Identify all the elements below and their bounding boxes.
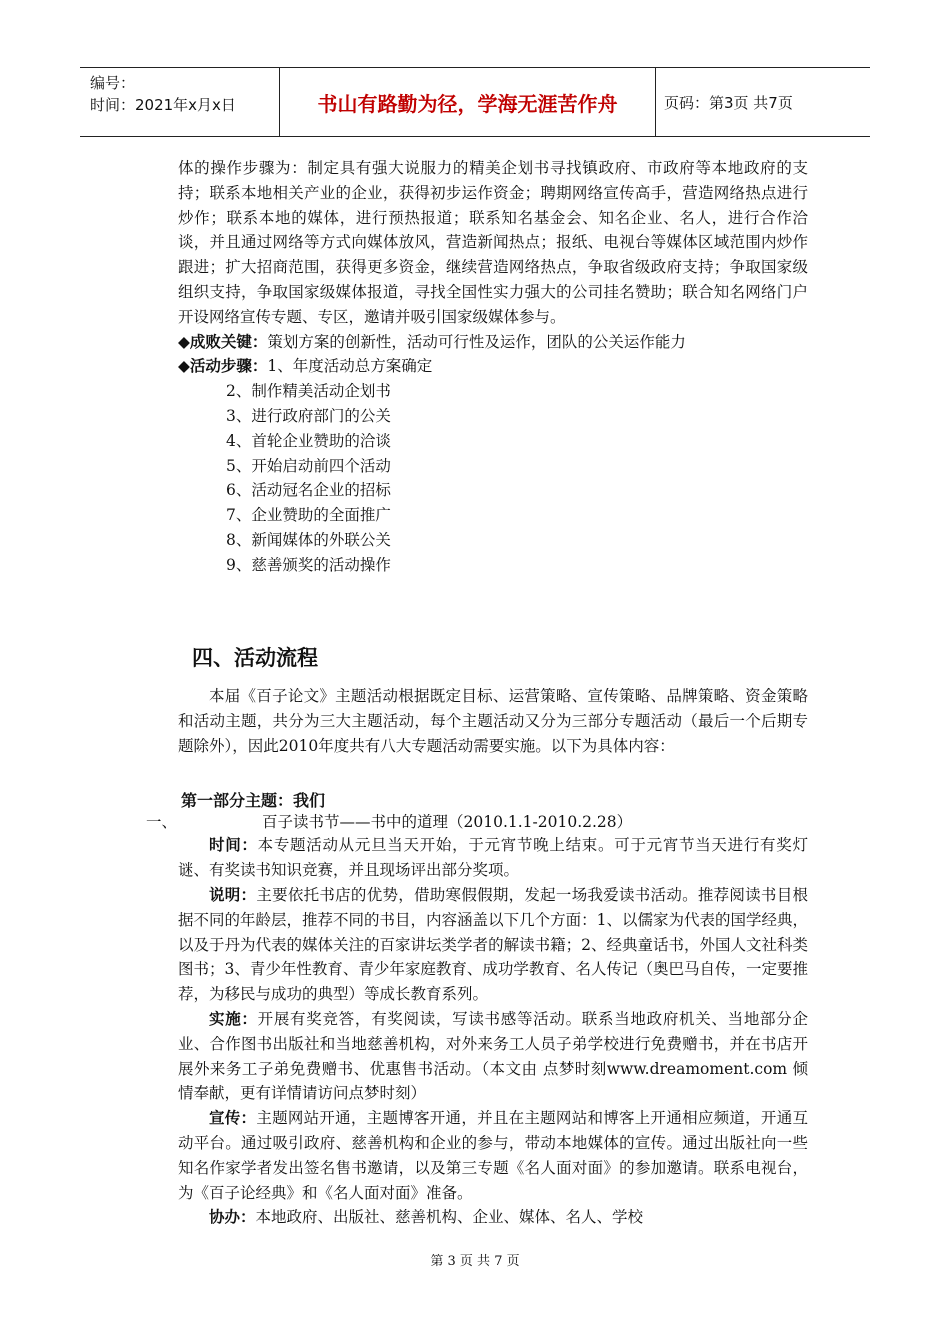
activity-step: 8、新闻媒体的外联公关 (226, 530, 391, 549)
detail-publicity (178, 1106, 808, 1205)
detail-text: 开展有奖竞答，有奖阅读，写读书感等活动。联系当地政府机关、当地部分企业、合作图书出版社和当地慈善机构，对外来务工人员子弟学校进行免费赠书，并在书店开展外来务工子弟免费赠书、优惠售书活动。（本文由 点梦时刻www.dreamoment.com 倾情奉献，更有详情请访问点梦时刻） (178, 1009, 808, 1103)
detail-text: 主要依托书店的优势，借助寒假假期，发起一场我爱读书活动。推荐阅读书目根据不同的年龄层，推荐不同的书目，内容涵盖以下几个方面：1、以儒家为代表的国学经典，以及于丹为代表的媒体关注的百家讲坛类学者的解读书籍；2、经典童话书，外国人文社科类图书；3、青少年性教育、青少年家庭教育、成功学教育、名人传记（奥巴马自传，一定要推荐，为移民与成功的典型）等成长教育系列。 (178, 885, 808, 1004)
key-success-text: 策划方案的创新性，活动可行性及运作，团队的公关运作能力 (267, 332, 686, 351)
activity-step: 6、活动冠名企业的招标 (226, 481, 391, 500)
event-number: 一、 (146, 813, 178, 832)
detail-label: 宣传： (209, 1109, 257, 1128)
flow-paragraph: 本届《百子论文》主题活动根据既定目标、运营策略、宣传策略、品牌策略、资金策略和活动主题，共分为三大主题活动，每个主题活动又分为三部分专题活动（最后一个后期专题除外），因此2010年度共有八大专题活动需要实施。以下为具体内容： (178, 687, 808, 755)
detail-text: 本地政府、出版社、慈善机构、企业、媒体、名人、学校 (255, 1208, 644, 1227)
activity-steps-label: ◆活动步骤： (178, 357, 268, 376)
section-title: 四、活动流程 (192, 646, 318, 670)
document-date: 时间：2021年x月x日 (90, 96, 236, 114)
header-page-info: 页码：第3页 共7页 (664, 93, 793, 112)
detail-time (178, 833, 808, 883)
activity-step: 2、制作精美活动企划书 (226, 382, 391, 401)
detail-implementation (178, 1007, 808, 1106)
detail-label: 说明： (209, 885, 257, 904)
page-body (178, 156, 808, 578)
activity-step-1: 1、年度活动总方案确定 (267, 357, 433, 376)
detail-label: 时间： (209, 836, 258, 855)
detail-text: 本专题活动从元旦当天开始，于元宵节晚上结束。可于元宵节当天进行有奖灯谜、有奖读书知识竞赛，并且现场评出部分奖项。 (178, 836, 808, 880)
activity-step: 4、首轮企业赞助的洽谈 (226, 431, 391, 450)
header-meta (80, 68, 280, 136)
key-success-line (178, 330, 808, 355)
page-header (80, 67, 870, 137)
document-number-label: 编号： (90, 74, 136, 92)
page-footer: 第 3 页 共 7 页 (430, 1254, 520, 1269)
detail-label: 实施： (209, 1009, 258, 1028)
detail-label: 协办： (209, 1208, 256, 1227)
activity-step: 7、企业赞助的全面推广 (226, 506, 391, 525)
flow-section (146, 684, 808, 1230)
event-title-line (146, 811, 808, 833)
intro-paragraph: 体的操作步骤为：制定具有强大说服力的精美企划书寻找镇政府、市政府等本地政府的支持；联系本地相关产业的企业，获得初步运作资金；聘期网络宣传高手，营造网络热点进行炒作；联系本地的媒体，进行预热报道；联系知名基金会、知名企业、名人，进行合作洽谈，并且通过网络等方式向媒体放风，营造新闻热点；报纸、电视台等媒体区域范围内炒作跟进；扩大招商范围，获得更多资金，继续营造网络热点，争取省级政府支持；争取国家级组织支持，争取国家级媒体报道，寻找全国性实力强大的公司挂名赞助；联合知名网络门户开设网络宣传专题、专区，邀请并吸引国家级媒体参与。 (178, 159, 808, 326)
activity-step: 3、进行政府部门的公关 (226, 406, 391, 425)
detail-text: 主题网站开通，主题博客开通，并且在主题网站和博客上开通相应频道，开通互动平台。通过吸引政府、慈善机构和企业的参与，带动本地媒体的宣传。通过出版社向一些知名作家学者发出签名售书邀请，以及第三专题《名人面对面》的参加邀请。联系电视台，为《百子论经典》和《名人面对面》准备。 (178, 1109, 808, 1202)
activity-step: 5、开始启动前四个活动 (226, 456, 391, 475)
header-motto: 书山有路勤为径，学海无涯苦作舟 (280, 68, 656, 136)
detail-co-organizers (178, 1205, 808, 1230)
activity-step: 9、慈善颁奖的活动操作 (226, 555, 391, 574)
activity-steps-line (178, 354, 808, 379)
activity-steps-list (178, 379, 808, 577)
event-title: 百子读书节——书中的道理（2010.1.1-2010.2.28） (262, 813, 633, 832)
detail-description (178, 883, 808, 1007)
part-title: 第一部分主题：我们 (181, 791, 326, 811)
key-success-label: ◆成败关键： (178, 332, 268, 351)
